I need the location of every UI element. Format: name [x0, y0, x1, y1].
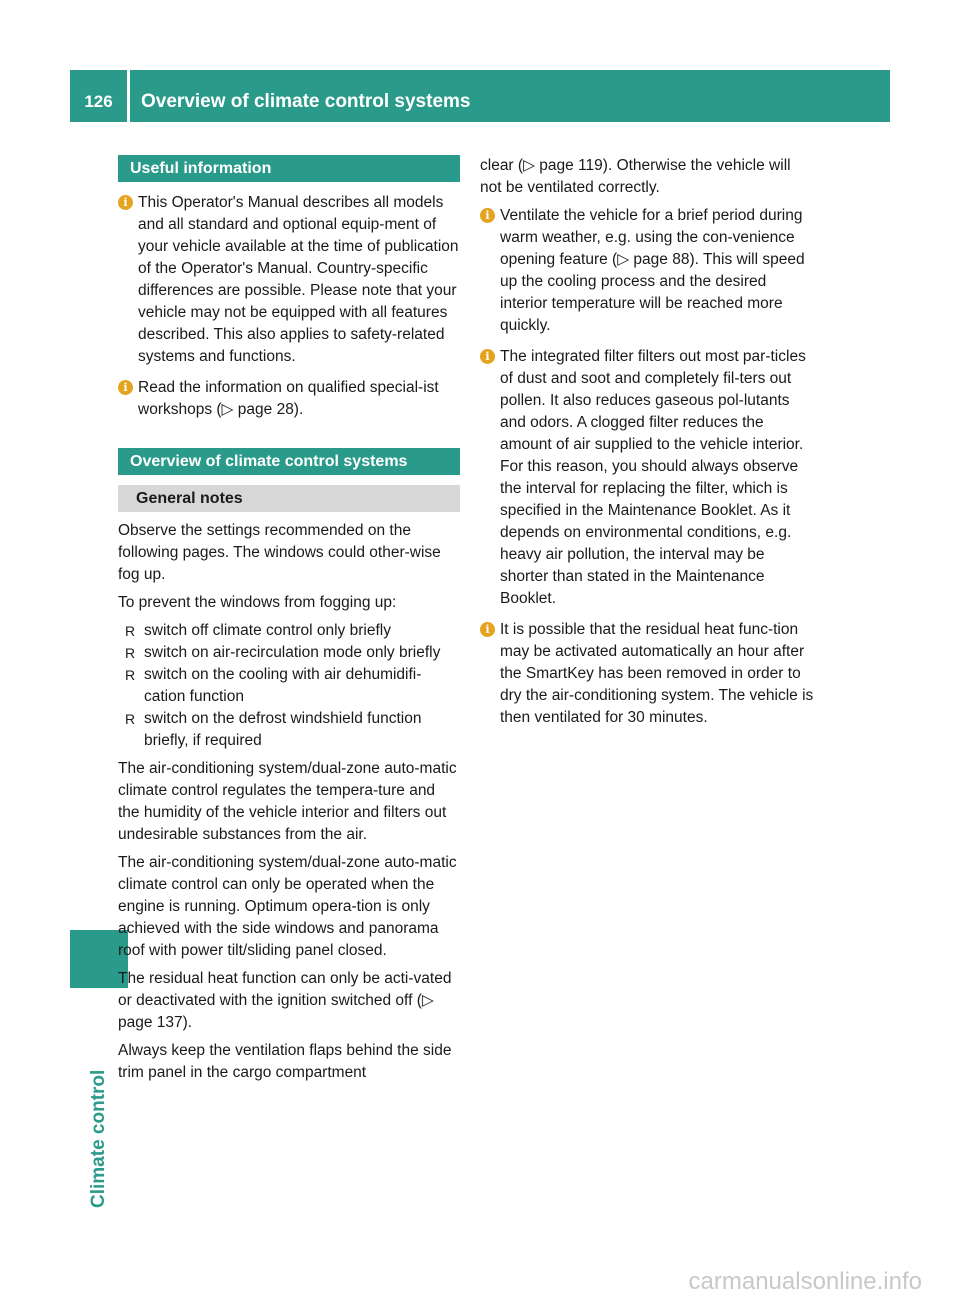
info-text: This Operator's Manual describes all models and all standard and optional equip-ment of your vehicle available at the time of publication of the Operator's Manual. Country-specific differences are possible. Please note that your vehicle may not be equipped with all features described. This also applies to safety-related systems and functions.	[138, 194, 459, 365]
info-icon: i	[480, 208, 495, 223]
list-item	[118, 642, 460, 664]
bullet-icon: R	[125, 711, 136, 727]
section-heading-useful-information: Useful information	[118, 155, 460, 182]
side-tab-label: Climate control	[88, 1069, 109, 1208]
bullet-icon: R	[125, 645, 136, 661]
paragraph: To prevent the windows from fogging up:	[118, 594, 397, 611]
paragraph: The air-conditioning system/dual-zone auto-matic climate control can only be operated when the engine is running. Optimum opera-tion is only achieved with the side windows and panorama roof with power tilt/sliding panel closed.	[118, 854, 457, 959]
list-item-text: switch on the cooling with air dehumidifi-cation function	[144, 666, 422, 705]
paragraph: The air-conditioning system/dual-zone auto-matic climate control regulates the tempera-ture and the humidity of the vehicle interior and filters out undesirable substances from the air.	[118, 760, 457, 843]
list-item	[118, 620, 460, 642]
info-note	[118, 377, 460, 421]
page-number: 126	[84, 92, 113, 111]
info-text: It is possible that the residual heat func-tion may be activated automatically an hour after the SmartKey has been removed in order to dry the air-conditioning system. The vehicle is then ventilated for 30 minutes.	[500, 621, 814, 726]
paragraph: Always keep the ventilation flaps behind the side trim panel in the cargo compartment	[118, 1042, 452, 1081]
list-item-text: switch on air-recirculation mode only briefly	[144, 644, 441, 661]
info-text: Read the information on qualified special-ist workshops (▷ page 28).	[138, 379, 439, 418]
paragraph: The residual heat function can only be acti-vated or deactivated with the ignition switched off (▷ page 137).	[118, 970, 452, 1031]
info-icon: i	[118, 380, 133, 395]
list-item-text: switch on the defrost windshield function briefly, if required	[144, 710, 422, 749]
info-note	[480, 205, 814, 337]
subsection-heading-general-notes: General notes	[118, 485, 460, 512]
list-item	[118, 664, 460, 708]
bullet-icon: R	[125, 667, 136, 683]
info-note	[118, 192, 460, 368]
page-title: Overview of climate control systems	[141, 91, 471, 112]
info-note	[480, 619, 814, 729]
paragraph: clear (▷ page 119). Otherwise the vehicle will not be ventilated correctly.	[480, 157, 791, 196]
left-column	[118, 155, 460, 1090]
info-icon: i	[480, 622, 495, 637]
info-note	[480, 346, 814, 610]
info-icon: i	[480, 349, 495, 364]
header-divider	[127, 70, 130, 122]
right-column	[480, 155, 814, 738]
info-icon: i	[118, 195, 133, 210]
list-item	[118, 708, 460, 752]
bullet-icon: R	[125, 623, 136, 639]
bullet-list	[118, 620, 460, 752]
info-text: Ventilate the vehicle for a brief period during warm weather, e.g. using the con-venience opening feature (▷ page 88). This will speed up the cooling process and the desired interior temperature will be reached more quickly.	[500, 207, 805, 334]
list-item-text: switch off climate control only briefly	[144, 622, 391, 639]
paragraph: Observe the settings recommended on the following pages. The windows could other-wise fog up.	[118, 522, 441, 583]
info-text: The integrated filter filters out most par-ticles of dust and soot and completely fil-ters out pollen. It also reduces gaseous pol-lutants and odors. A clogged filter reduces the amount of air supplied to the vehicle interior. For this reason, you should always observe the interval for replacing the filter, which is specified in the Maintenance Booklet. As it depends on environmental conditions, e.g. heavy air pollution, the interval may be shorter than stated in the Maintenance Booklet.	[500, 348, 806, 607]
section-heading-overview: Overview of climate control systems	[118, 448, 460, 475]
watermark: carmanualsonline.info	[688, 1268, 922, 1295]
